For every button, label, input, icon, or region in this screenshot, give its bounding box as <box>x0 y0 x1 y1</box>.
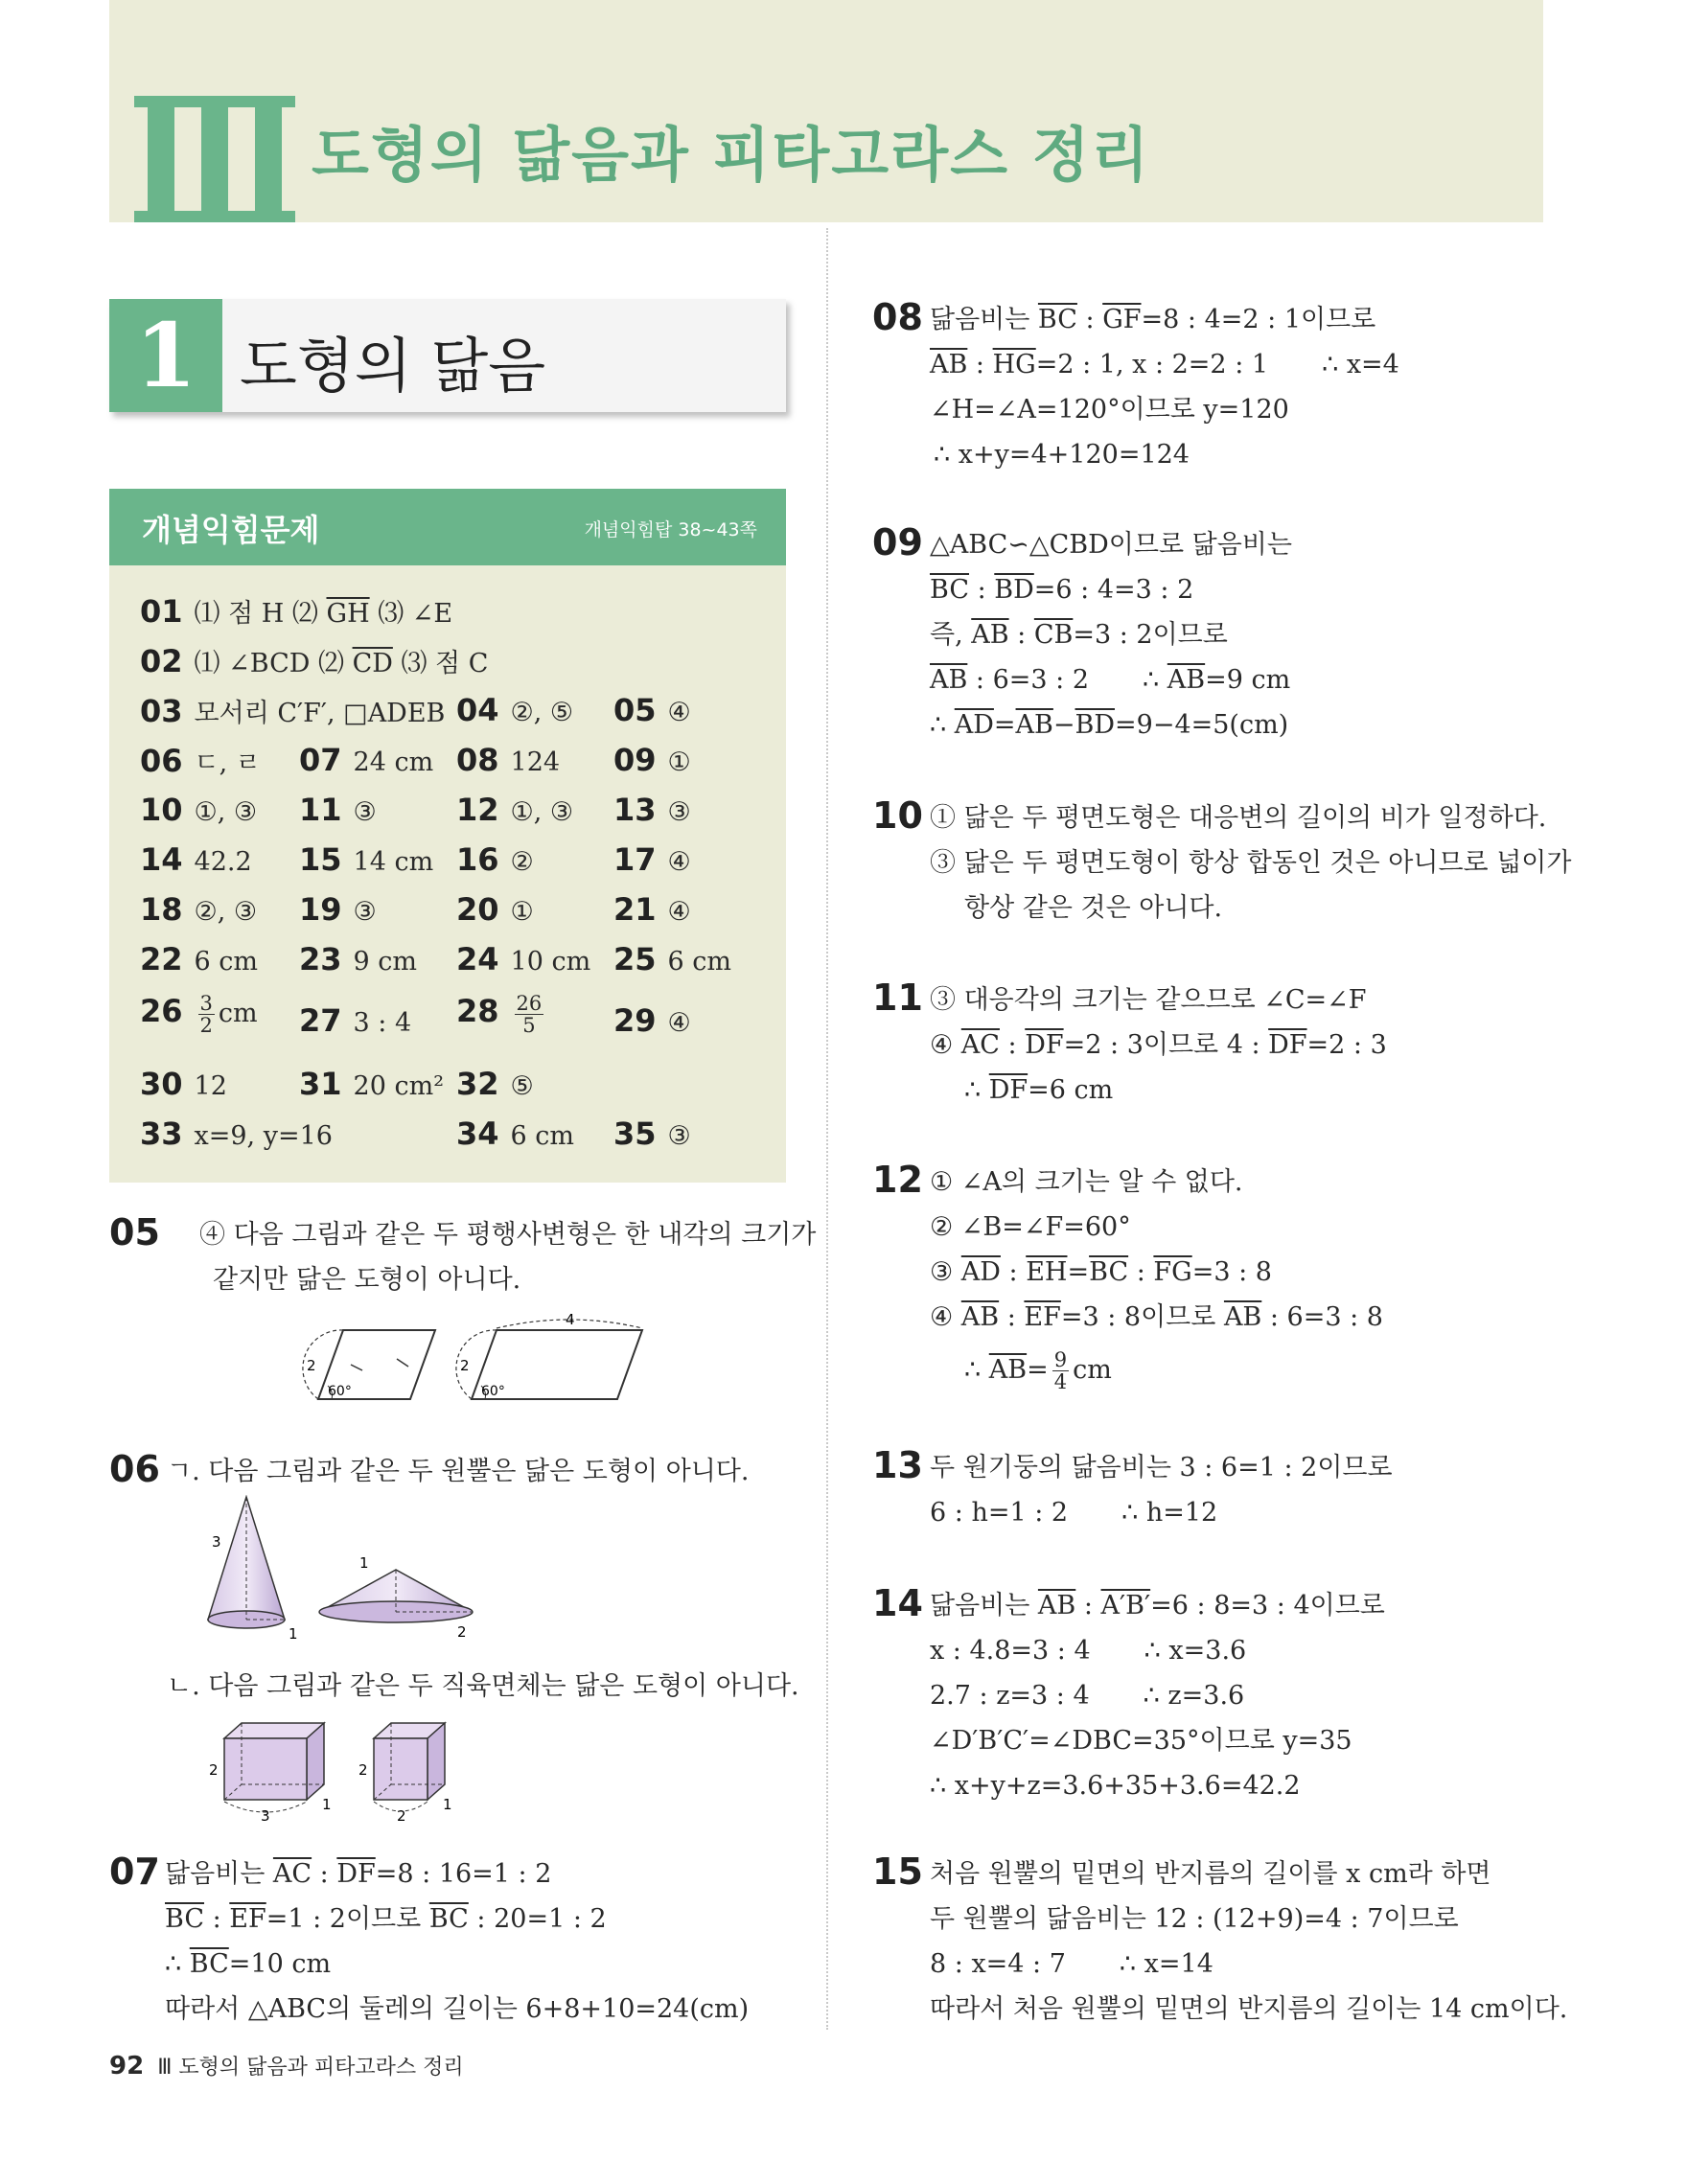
answer-34: 34 6 cm <box>456 1115 575 1152</box>
svg-text:1: 1 <box>289 1625 298 1643</box>
solution-12: 12 ① ∠A의 크기는 알 수 없다. ② ∠B=∠F=60° ③ $\overline{AD}$ : $\overline{EH}=\overline{BC}$ : $\overline{FG}=3$ : 8 ④ $\overline{AB}$ : $\overline{EF}=3$ : 8이므로 $\overline{AB}$ : 6=3 : 8 ∴ $\overline{AB}=$ $\frac{9}{4}$ cm <box>872 1159 1383 1393</box>
answer-06: 06 ㄷ, ㄹ <box>140 743 261 779</box>
cone-figure <box>196 1495 484 1648</box>
answer-31: 31 20 cm² <box>299 1066 445 1102</box>
answer-29: 29 ④ <box>613 1002 691 1039</box>
solution-10: 10 ① 닮은 두 평면도형은 대응변의 길이의 비가 일정하다. ③ 닮은 두 평면도형이 항상 합동인 것은 아니므로 넓이가 항상 같은 것은 아니다. <box>872 794 1572 923</box>
solution-09: 09 △ABC∽△CBD이므로 닮음비는 $\overline{BC}$ : $\overline{BD}=6$ : 4=3 : 2 즉, $\overline{AB}$ : $\overline{CB}=3$ : 2이므로 $\overline{AB}$ : 6=3 : 2 ∴ $\overline{AB}=9$ cm ∴ $\overline{AD}=\overline{AB}-\overline{BD}=9-4=5(cm)$ <box>872 521 1292 740</box>
answer-09: 09 ① <box>613 742 691 778</box>
answer-15: 15 14 cm <box>299 841 434 878</box>
answer-33: 33 x=9, y=16 <box>140 1115 333 1152</box>
answer-20: 20 ① <box>456 891 534 928</box>
parallelogram-figure <box>297 1311 661 1414</box>
answer-28: 28 $\frac{26}{5}$ <box>456 992 543 1038</box>
concept-box-title: 개념익힘문제 <box>142 512 320 548</box>
svg-text:1: 1 <box>359 1554 369 1572</box>
svg-text:2: 2 <box>397 1807 406 1825</box>
svg-text:60°: 60° <box>328 1384 352 1399</box>
page-number: 92 <box>109 2052 145 2081</box>
svg-text:1: 1 <box>322 1796 332 1813</box>
page-footer <box>109 2051 464 2081</box>
solution-06-part2: ㄴ. 다음 그림과 같은 두 직육면체는 닮은 도형이 아니다. <box>167 1671 799 1701</box>
answer-03: 03 모서리 C′F′, □ADEB <box>140 693 446 729</box>
answer-08: 08 124 <box>456 742 561 778</box>
answer-16: 16 ② <box>456 841 534 878</box>
answer-07: 07 24 cm <box>299 742 434 778</box>
solution-07: 07 닮음비는 $\overline{AC}$ : $\overline{DF}=8$ : 16=1 : 2 $\overline{BC}$ : $\overline{EF}=1$ : 2이므로 $\overline{BC}$ : 20=1 : 2 ∴ $\overline{BC}=10$ cm 따라서 △ABC의 둘레의 길이는 6+8+10=24(cm) <box>109 1851 750 2024</box>
svg-text:3: 3 <box>212 1533 221 1551</box>
solution-11: 11 ③ 대응각의 크기는 같으므로 ∠C=∠F ④ $\overline{AC}$ : $\overline{DF}=2$ : 3이므로 4 : $\overline{DF}=2$ : 3 ∴ $\overline{DF}=6$ cm <box>872 977 1387 1105</box>
concept-box-header <box>109 489 786 565</box>
svg-text:2: 2 <box>307 1357 316 1374</box>
roman-numeral-logo <box>134 96 295 222</box>
answer-21: 21 ④ <box>613 891 691 928</box>
answer-27: 27 3 : 4 <box>299 1002 412 1039</box>
svg-text:1: 1 <box>443 1796 452 1813</box>
answer-17: 17 ④ <box>613 841 691 878</box>
solution-05: 05 ④ 다음 그림과 같은 두 평행사변형은 한 내각의 크기가 같지만 닮은 도형이 아니다. <box>109 1211 817 1295</box>
answer-30: 30 12 <box>140 1066 227 1102</box>
answer-12: 12 ①, ③ <box>456 792 574 828</box>
solution-13: 13 두 원기둥의 닮음비는 3 : 6=1 : 2이므로 6 : h=1 : 2 ∴ h=12 <box>872 1444 1393 1528</box>
svg-text:3: 3 <box>261 1807 270 1825</box>
column-divider <box>826 228 828 2030</box>
answer-01: 01 ⑴ 점 H ⑵ $\overline{GH}$ ⑶ ∠E <box>140 593 453 630</box>
svg-text:60°: 60° <box>481 1384 505 1399</box>
footer-title: Ⅲ 도형의 닮음과 피타고라스 정리 <box>157 2056 464 2080</box>
solution-15: 15 처음 원뿔의 밑면의 반지름의 길이를 x cm라 하면 두 원뿔의 닮음비는 12 : (12+9)=4 : 7이므로 8 : x=4 : 7 ∴ x=14 따라서 처음 원뿔의 밑면의 반지름의 길이는 14 cm이다. <box>872 1851 1568 2024</box>
answer-25: 25 6 cm <box>613 941 732 977</box>
section-number: 1 <box>109 299 222 412</box>
answer-23: 23 9 cm <box>299 941 418 977</box>
answer-22: 22 6 cm <box>140 941 259 977</box>
solution-14: 14 닮음비는 $\overline{AB}$ : A′B′=6 : 8=3 : 4이므로 x : 4.8=3 : 4 ∴ x=3.6 2.7 : z=3 : 4 ∴ z=3.6 ∠D′B′C′=∠DBC=35°이므로 y=35 ∴ x+y+z=3.6+35+3.6=42.2 <box>872 1582 1385 1801</box>
answer-02: 02 ⑴ ∠BCD ⑵ $\overline{CD}$ ⑶ 점 C <box>140 643 489 679</box>
part-title: 도형의 닮음과 피타고라스 정리 <box>312 120 1151 190</box>
cuboid-figure <box>201 1710 470 1825</box>
answer-32: 32 ⑤ <box>456 1066 534 1102</box>
answer-24: 24 10 cm <box>456 941 591 977</box>
section-heading <box>109 299 786 412</box>
answer-19: 19 ③ <box>299 891 377 928</box>
svg-text:2: 2 <box>209 1761 219 1779</box>
svg-text:2: 2 <box>457 1623 467 1641</box>
section-title: 도형의 닮음 <box>240 331 546 401</box>
answer-04: 04 ②, ⑤ <box>456 692 574 728</box>
answer-18: 18 ②, ③ <box>140 891 258 928</box>
svg-text:2: 2 <box>358 1761 368 1779</box>
answer-26: 26 $\frac{3}{2}$ cm <box>140 992 258 1038</box>
answer-35: 35 ③ <box>613 1115 691 1152</box>
answer-10: 10 ①, ③ <box>140 792 258 828</box>
solution-08: 08 닮음비는 $\overline{BC}$ : $\overline{GF}=8$ : 4=2 : 1이므로 $\overline{AB}$ : $\overline{HG}=2$ : 1, x : 2=2 : 1 ∴ x=4 ∠H=∠A=120°이므로 y=120 ∴ x+y=4+120=124 <box>872 296 1399 470</box>
svg-text:4: 4 <box>566 1311 575 1328</box>
answer-14: 14 42.2 <box>140 841 252 878</box>
answer-11: 11 ③ <box>299 792 377 828</box>
svg-text:2: 2 <box>460 1357 470 1374</box>
answer-13: 13 ③ <box>613 792 691 828</box>
answer-05: 05 ④ <box>613 692 691 728</box>
solution-06: 06 ㄱ. 다음 그림과 같은 두 원뿔은 닮은 도형이 아니다. <box>109 1448 750 1490</box>
concept-box-ref: 개념익힘탑 38~43쪽 <box>584 519 757 540</box>
